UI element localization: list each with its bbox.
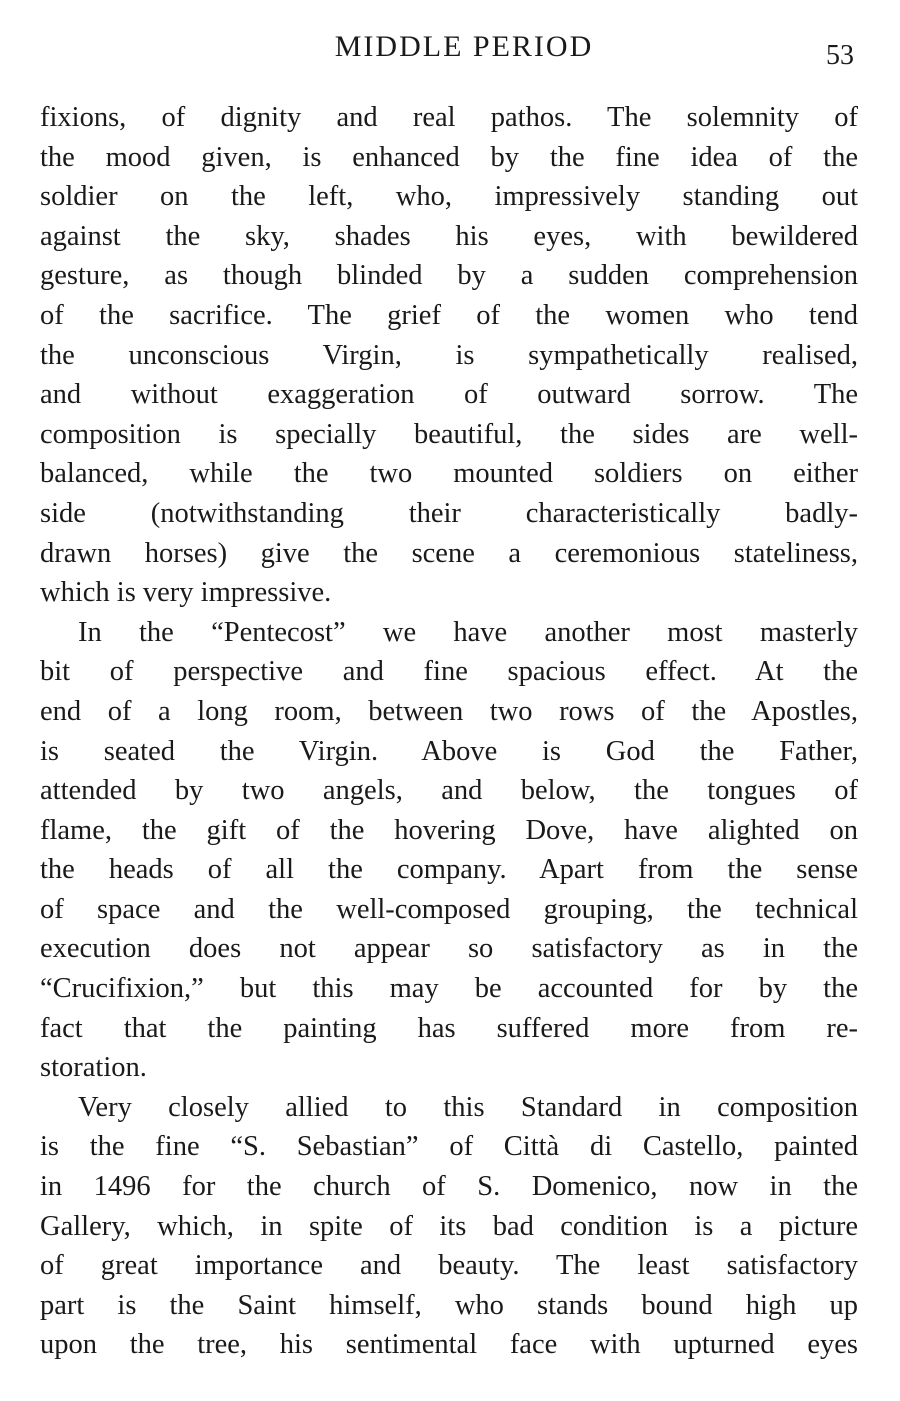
text-line: part is the Saint himself, who stands bound high up (40, 1289, 858, 1321)
text-line: fixions, of dignity and real pathos. The solemnity of (40, 102, 858, 133)
text-line: fact that the painting has suffered more from re- (40, 1012, 858, 1044)
text-line: upon the tree, his sentimental face with upturned eyes (40, 1329, 858, 1361)
text-line: and without exaggeration of outward sorrow. The (40, 379, 858, 411)
body-text (40, 98, 858, 1365)
text-line: of great importance and beauty. The least satisfactory (40, 1250, 858, 1282)
text-line: end of a long room, between two rows of the Apostles, (40, 695, 858, 727)
book-page (40, 30, 858, 1365)
text-line: attended by two angels, and below, the tongues of (40, 775, 858, 807)
text-line: In the “Pentecost” we have another most masterly (78, 616, 858, 648)
text-line: soldier on the left, who, impressively standing out (40, 181, 858, 213)
text-line: composition is specially beautiful, the sides are well- (40, 418, 858, 450)
text-line: the unconscious Virgin, is sympathetically realised, (40, 339, 858, 371)
text-line: balanced, while the two mounted soldiers on either (40, 458, 858, 490)
text-line: against the sky, shades his eyes, with bewildered (40, 220, 858, 252)
text-line: Very closely allied to this Standard in composition (78, 1091, 858, 1123)
paragraph-3 (40, 1088, 858, 1365)
text-line: execution does not appear so satisfactory as in the (40, 933, 858, 965)
paragraph-2 (40, 613, 858, 1088)
text-line: “Crucifixion,” but this may be accounted for by the (40, 973, 858, 1005)
text-line: gesture, as though blinded by a sudden comprehension (40, 260, 858, 292)
text-line: storation. (40, 1052, 147, 1084)
text-line: of space and the well-composed grouping, the technical (40, 893, 858, 925)
text-line: is seated the Virgin. Above is God the Father, (40, 735, 858, 767)
text-line: side (notwithstanding their characteristically badly- (40, 497, 858, 529)
text-line: of the sacrifice. The grief of the women who tend (40, 299, 858, 331)
paragraph-1 (40, 98, 858, 613)
text-line: which is very impressive. (40, 577, 332, 609)
page-number: 53 (826, 40, 854, 71)
text-line: the mood given, is enhanced by the fine idea of the (40, 141, 858, 173)
text-line: Gallery, which, in spite of its bad condition is a picture (40, 1210, 858, 1242)
text-line: in 1496 for the church of S. Domenico, now in the (40, 1171, 858, 1203)
page-header (40, 30, 858, 74)
running-title: MIDDLE PERIOD (334, 30, 594, 63)
text-line: is the fine “S. Sebastian” of Città di Castello, painted (40, 1131, 858, 1163)
text-line: the heads of all the company. Apart from the sense (40, 854, 858, 886)
text-line: flame, the gift of the hovering Dove, have alighted on (40, 814, 858, 846)
text-line: drawn horses) give the scene a ceremonious stateliness, (40, 537, 858, 569)
text-line: bit of perspective and fine spacious effect. At the (40, 656, 858, 688)
